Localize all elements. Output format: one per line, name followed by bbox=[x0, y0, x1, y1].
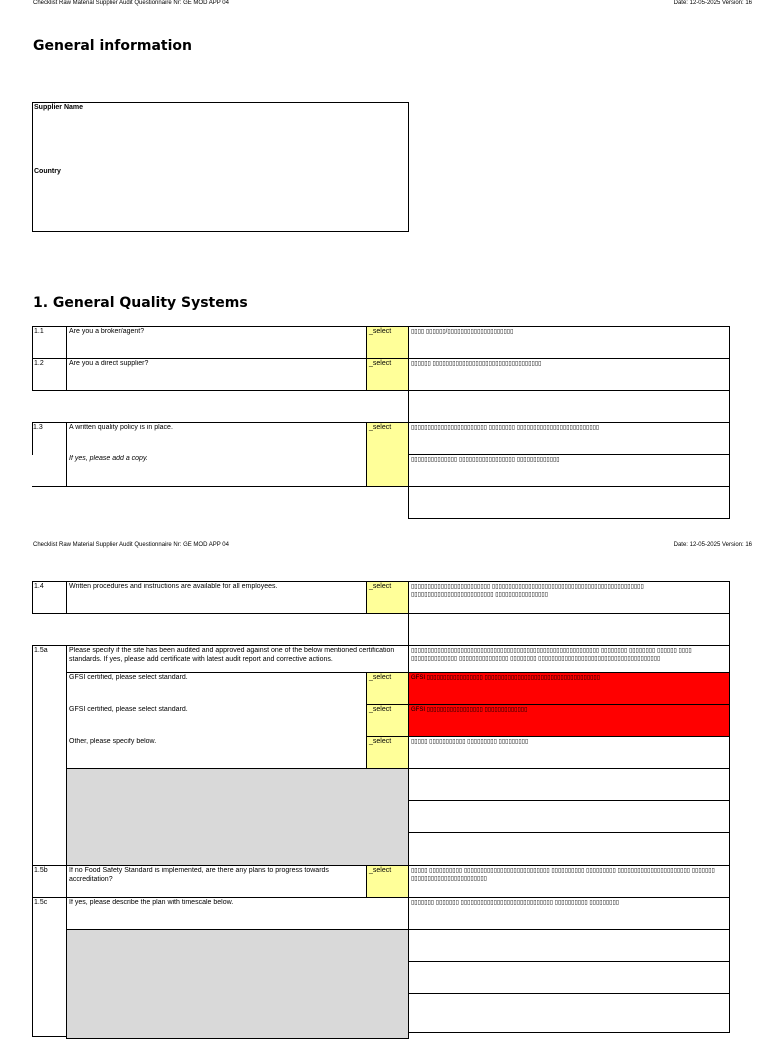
q14-select[interactable]: _select bbox=[366, 581, 409, 614]
other-answer-2[interactable] bbox=[408, 800, 730, 833]
q13-text: A written quality policy is in place. bbox=[69, 424, 173, 431]
q13-sub-translation: ▯▯▯▯▯▯▯▯▯▯▯▯▯▯ ▯▯▯▯▯▯▯▯▯▯▯▯▯▯▯▯▯ ▯▯▯▯▯▯▯▯▯▯▯▯▯ bbox=[408, 454, 730, 487]
q15b-text-cell bbox=[66, 865, 367, 898]
page-header-left-2: Checklist Raw Material Supplier Audit Questionnaire Nr: GE MOD APP 04 bbox=[33, 542, 229, 548]
q12-num-cell bbox=[32, 358, 67, 391]
q15a-num-cell bbox=[32, 645, 67, 866]
general-info-title: General information bbox=[33, 38, 192, 54]
q13-left-border bbox=[32, 422, 33, 455]
page-header-right: Date: 12-05-2025 Version: 16 bbox=[673, 0, 752, 6]
gfsi-translation-1: GFSI ▯▯▯▯▯▯▯▯▯▯▯▯▯▯▯▯▯ ▯▯▯▯▯▯▯▯▯▯▯▯▯▯▯▯▯▯▯▯▯▯▯▯▯▯▯▯▯▯▯▯▯▯▯ bbox=[408, 672, 730, 705]
q15b-num-cell bbox=[32, 865, 67, 898]
q15a-text-cell bbox=[66, 645, 409, 673]
q13-number: 1.3 bbox=[33, 424, 43, 431]
other-translation: ▯▯▯▯▯ ▯▯▯▯▯▯▯▯▯▯▯ ▯▯▯▯▯▯▯▯▯ ▯▯▯▯▯▯▯▯▯ bbox=[408, 736, 730, 769]
other-answer-1[interactable] bbox=[408, 768, 730, 801]
q15b-select[interactable]: _select bbox=[366, 865, 409, 898]
q14-translation: ▯▯▯▯▯▯▯▯▯▯▯▯▯▯▯▯▯▯▯▯▯▯▯▯ ▯▯▯▯▯▯▯▯▯▯▯▯▯▯▯▯▯▯▯▯▯▯▯▯▯▯▯▯▯▯▯▯▯▯▯▯▯▯▯▯▯▯▯▯▯▯ ▯▯▯▯▯▯▯▯▯▯▯▯▯▯▯▯▯▯▯▯▯▯▯▯▯ ▯▯▯▯▯▯▯▯▯▯▯▯▯▯▯▯ bbox=[408, 581, 730, 614]
q11-translation: ▯▯▯▯ ▯▯▯▯▯▯/▯▯▯▯▯▯▯▯▯▯▯▯▯▯▯▯▯▯▯▯ bbox=[408, 326, 730, 359]
page-header-left: Checklist Raw Material Supplier Audit Questionnaire Nr: GE MOD APP 04 bbox=[33, 0, 229, 6]
q12-select[interactable]: _select bbox=[366, 358, 409, 391]
q15a-number: 1.5a bbox=[34, 647, 48, 654]
q14-number: 1.4 bbox=[34, 583, 44, 590]
q15c-num-cell bbox=[32, 897, 67, 1037]
other-select[interactable]: _select bbox=[366, 736, 409, 769]
q11-number: 1.1 bbox=[34, 328, 44, 335]
gfsi-label-1: GFSI certified, please select standard. bbox=[69, 674, 188, 681]
q12-number: 1.2 bbox=[34, 360, 44, 367]
supplier-name-label: Supplier Name bbox=[34, 104, 84, 111]
q15a-options-cell bbox=[66, 672, 367, 769]
other-specify-field[interactable] bbox=[66, 768, 409, 866]
q11-num-cell bbox=[32, 326, 67, 359]
q15c-translation: ▯▯▯▯▯▯▯ ▯▯▯▯▯▯▯ ▯▯▯▯▯▯▯▯▯▯▯▯▯▯▯▯▯▯▯▯▯▯▯▯▯▯▯▯ ▯▯▯▯▯▯▯▯▯▯ ▯▯▯▯▯▯▯▯▯ bbox=[408, 897, 730, 930]
gfsi-label-2: GFSI certified, please select standard. bbox=[69, 706, 188, 713]
q15b-text: If no Food Safety Standard is implemented, are there any plans to progress towards accreditation? bbox=[69, 867, 329, 883]
gfsi-translation-2: GFSI ▯▯▯▯▯▯▯▯▯▯▯▯▯▯▯▯▯ ▯▯▯▯▯▯▯▯▯▯▯▯▯ bbox=[408, 704, 730, 737]
plan-answer-3[interactable] bbox=[408, 993, 730, 1033]
empty-row-1 bbox=[408, 390, 730, 423]
gfsi-select-1[interactable]: _select bbox=[366, 672, 409, 705]
q11-text: Are you a broker/agent? bbox=[69, 328, 145, 335]
q13-text-cell bbox=[66, 422, 367, 487]
q14-text-cell bbox=[66, 581, 367, 614]
q12-translation: ▯▯▯▯▯▯ ▯▯▯▯▯▯▯▯▯▯▯▯▯▯▯▯▯▯▯▯▯▯▯▯▯▯▯▯▯▯▯▯▯ bbox=[408, 358, 730, 391]
q15a-translation: ▯▯▯▯▯▯▯▯▯▯▯▯▯▯▯▯▯▯▯▯▯▯▯▯▯▯▯▯▯▯▯▯▯▯▯▯▯▯▯▯▯▯▯▯▯▯▯▯▯▯▯▯▯▯▯▯▯ ▯▯▯▯▯▯▯▯ ▯▯▯▯▯▯▯▯ ▯▯▯▯▯▯ ▯▯▯▯ ▯▯▯▯▯▯▯▯▯▯▯▯▯▯ ▯▯▯▯▯▯▯▯▯▯▯▯▯▯▯ ▯▯▯▯▯▯▯▯ ▯▯▯▯▯▯▯▯▯▯▯▯▯▯▯▯▯▯▯▯▯▯▯▯▯▯▯▯▯▯▯▯▯▯▯▯▯ bbox=[408, 645, 730, 673]
q15b-number: 1.5b bbox=[34, 867, 48, 874]
plan-answer-1[interactable] bbox=[408, 929, 730, 962]
q13-select[interactable]: _select bbox=[366, 422, 409, 487]
other-answer-3[interactable] bbox=[408, 832, 730, 866]
q11-select[interactable]: _select bbox=[366, 326, 409, 359]
q11-text-cell bbox=[66, 326, 367, 359]
q15b-translation: ▯▯▯▯▯ ▯▯▯▯▯▯▯▯▯▯ ▯▯▯▯▯▯▯▯▯▯▯▯▯▯▯▯▯▯▯▯▯▯▯▯▯▯ ▯▯▯▯▯▯▯▯▯▯ ▯▯▯▯▯▯▯▯▯ ▯▯▯▯▯▯▯▯▯▯▯▯▯▯▯▯▯▯▯▯▯▯ ▯▯▯▯▯▯▯ ▯▯▯▯▯▯▯▯▯▯▯▯▯▯▯▯▯▯▯▯▯▯▯ bbox=[408, 865, 730, 898]
q15c-text: If yes, please describe the plan with timescale below. bbox=[69, 899, 234, 906]
empty-row-2 bbox=[408, 613, 730, 646]
q15c-text-cell bbox=[66, 897, 409, 930]
q12-text: Are you a direct supplier? bbox=[69, 360, 149, 367]
page-header-right-2: Date: 12-05-2025 Version: 16 bbox=[673, 542, 752, 548]
supplier-info-box bbox=[32, 102, 409, 232]
q14-num-cell bbox=[32, 581, 67, 614]
q12-text-cell bbox=[66, 358, 367, 391]
plan-description-field[interactable] bbox=[66, 929, 409, 1039]
q13-translation: ▯▯▯▯▯▯▯▯▯▯▯▯▯▯▯▯▯▯▯▯▯▯▯ ▯▯▯▯▯▯▯▯ ▯▯▯▯▯▯▯▯▯▯▯▯▯▯▯▯▯▯▯▯▯▯▯▯▯ bbox=[408, 422, 730, 455]
q15c-number: 1.5c bbox=[34, 899, 48, 906]
q13-subtext: If yes, please add a copy. bbox=[69, 455, 148, 462]
q13-num-cell bbox=[32, 422, 67, 487]
gfsi-select-2[interactable]: _select bbox=[366, 704, 409, 737]
country-label: Country bbox=[34, 168, 61, 175]
q15a-text: Please specify if the site has been audited and approved against one of the below mentioned certification standards. If yes, please add certificate with latest audit report and corrective actions. bbox=[69, 647, 395, 663]
q14-text: Written procedures and instructions are available for all employees. bbox=[69, 583, 278, 590]
other-label: Other, please specify below. bbox=[69, 738, 157, 745]
q13-answer-field[interactable] bbox=[408, 486, 730, 519]
plan-answer-2[interactable] bbox=[408, 961, 730, 994]
section-1-title: 1. General Quality Systems bbox=[33, 295, 248, 311]
